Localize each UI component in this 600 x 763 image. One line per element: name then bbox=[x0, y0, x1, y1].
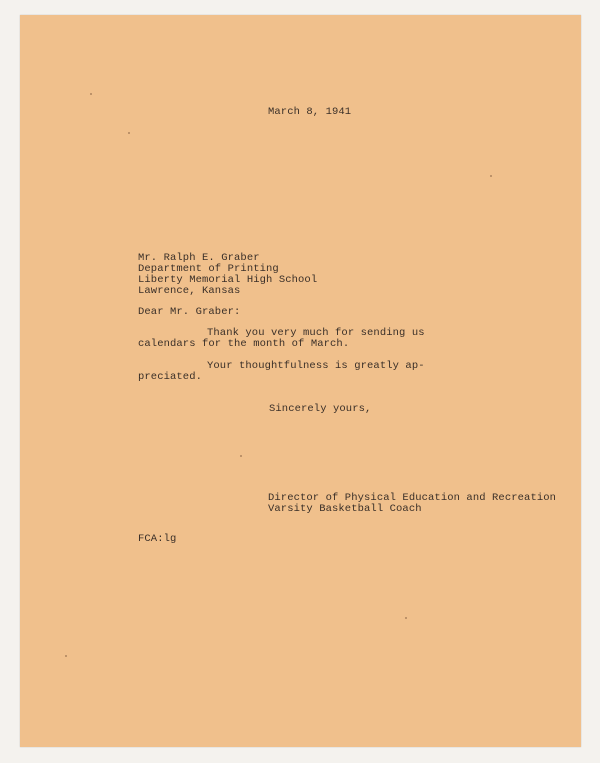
paper-speck bbox=[90, 93, 92, 95]
body-paragraph-1-line-2: calendars for the month of March. bbox=[138, 338, 350, 350]
paper-speck bbox=[405, 617, 407, 619]
paper-speck bbox=[65, 655, 67, 657]
recipient-school: Liberty Memorial High School bbox=[138, 274, 318, 286]
letter-date: March 8, 1941 bbox=[268, 106, 352, 118]
signature-title-1: Director of Physical Education and Recreation bbox=[268, 492, 557, 504]
body-paragraph-2-line-1: Your thoughtfulness is greatly ap- bbox=[207, 360, 425, 372]
letter-page bbox=[20, 15, 581, 747]
paper-speck bbox=[490, 175, 492, 177]
paper-speck bbox=[128, 132, 130, 134]
body-paragraph-1-line-1: Thank you very much for sending us bbox=[207, 327, 425, 339]
salutation: Dear Mr. Graber: bbox=[138, 306, 241, 318]
body-paragraph-2-line-2: preciated. bbox=[138, 371, 203, 383]
recipient-city: Lawrence, Kansas bbox=[138, 285, 241, 297]
closing: Sincerely yours, bbox=[269, 403, 372, 415]
recipient-name: Mr. Ralph E. Graber bbox=[138, 252, 260, 264]
paper-speck bbox=[240, 455, 242, 457]
signature-title-2: Varsity Basketball Coach bbox=[268, 503, 422, 515]
reference-initials: FCA:lg bbox=[138, 533, 177, 545]
recipient-department: Department of Printing bbox=[138, 263, 279, 275]
